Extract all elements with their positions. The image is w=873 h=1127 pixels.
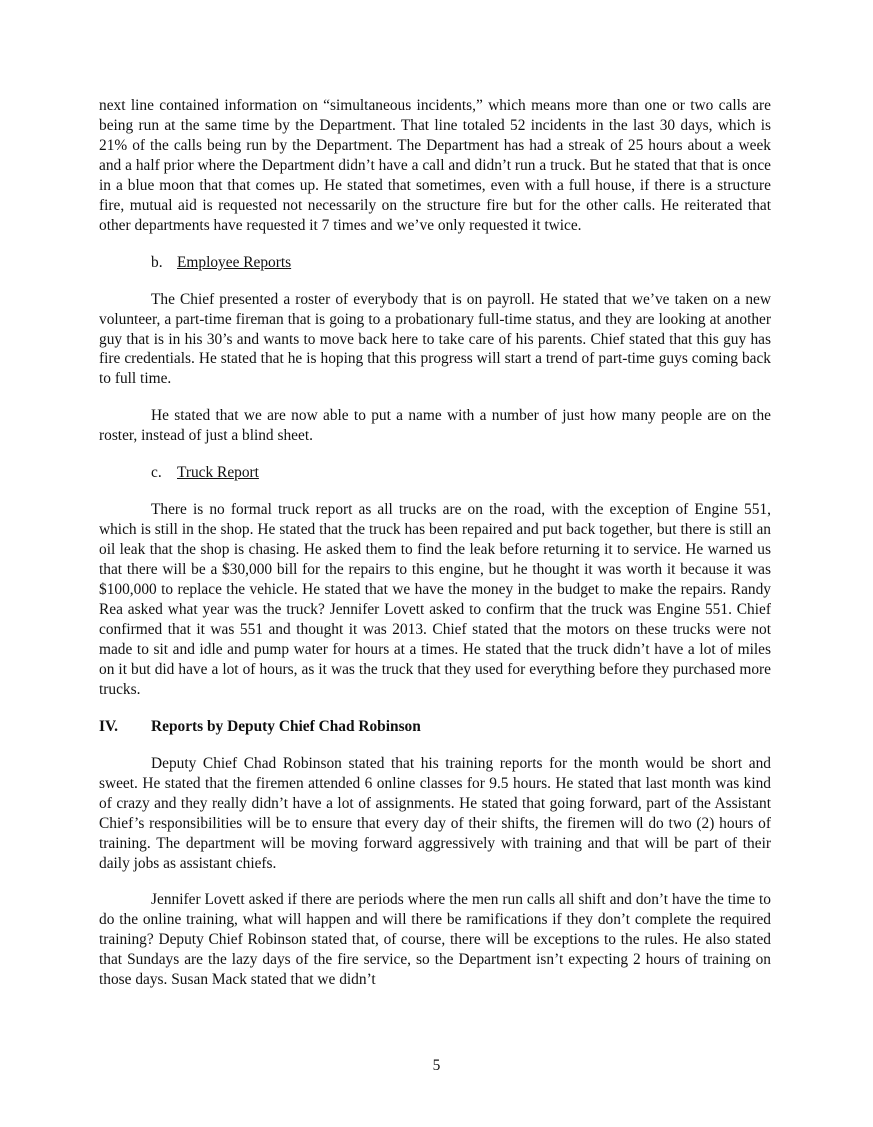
document-page <box>99 96 771 990</box>
subheading-letter: b. <box>151 253 163 271</box>
section-title: Reports by Deputy Chief Chad Robinson <box>151 717 421 735</box>
page-number: 5 <box>432 1057 441 1074</box>
paragraph-roster-names: He stated that we are now able to put a name with a number of just how many people are on the roster, instead of just a blind sheet. <box>99 407 771 445</box>
subheading-employee-reports <box>151 253 771 273</box>
section-heading-deputy-chief <box>99 717 771 737</box>
subheading-title: Truck Report <box>177 464 259 482</box>
paragraph-simultaneous-incidents: next line contained information on “simultaneous incidents,” which means more than one or two calls are being run at the same time by the Department. That line totaled 52 incidents in the last 30 days, which is 21% of the calls being run by the Department. The Department has had a streak of 25 hours about a week and a half prior where the Department didn’t have a call and didn’t run a truck. But he stated that that is once in a blue moon that that comes up. He stated that sometimes, even with a full house, if there is a structure fire, mutual aid is requested not necessarily on the structure fire but for the other calls. He reiterated that other departments have requested it 7 times and we’ve only requested it twice. <box>99 97 771 234</box>
paragraph-training-reports: Deputy Chief Chad Robinson stated that his training reports for the month would be short and sweet. He stated that the firemen attended 6 online classes for 9.5 hours. He stated that last month was kind of crazy and they really didn’t have a lot of assignments. He stated that going forward, part of the Assistant Chief’s responsibilities will be to ensure that every day of their shifts, the firemen will do two (2) hours of training. The department will be moving forward aggressively with training and that will be part of their daily jobs as assistant chiefs. <box>99 754 771 872</box>
subheading-truck-report <box>151 463 771 483</box>
subheading-title: Employee Reports <box>177 253 292 271</box>
paragraph-truck-report: There is no formal truck report as all trucks are on the road, with the exception of Engine 551, which is still in the shop. He stated that the truck has been repaired and put back together, but there is still an oil leak that the shop is chasing. He asked them to find the leak before returning it to service. He warned us that there will be a $30,000 bill for the repairs to this engine, but he thought it was worth it because it was $100,000 to replace the vehicle. He stated that we have the money in the budget to make the repairs. Randy Rea asked what year was the truck? Jennifer Lovett asked to confirm that the truck was Engine 551. Chief confirmed that it was 551 and thought it was 2013. Chief stated that the motors on these trucks were not made to sit and idle and pump water for hours at a times. He stated that the truck didn’t have a lot of miles on it but did have a lot of hours, as it was the truck that they used for everything before they purchased more trucks. <box>99 501 771 698</box>
paragraph-roster: The Chief presented a roster of everybody that is on payroll. He stated that we’ve taken on a new volunteer, a part-time fireman that is going to a probationary full-time status, and they are looking at another guy that is in his 30’s and wants to move back here to take care of his parents. Chief stated that this guy has fire credentials. He stated that he is hoping that this progress will start a trend of part-time guys coming back to full time. <box>99 290 771 388</box>
paragraph-training-exceptions: Jennifer Lovett asked if there are periods where the men run calls all shift and don’t have the time to do the online training, what will happen and will there be ramifications if they don’t complete the required training? Deputy Chief Robinson stated that, of course, there will be exceptions to the rules. He also stated that Sundays are the lazy days of the fire service, so the Department isn’t expecting 2 hours of training on those days. Susan Mack stated that we didn’t <box>99 891 771 989</box>
section-number: IV. <box>99 717 118 735</box>
subheading-letter: c. <box>151 464 162 482</box>
